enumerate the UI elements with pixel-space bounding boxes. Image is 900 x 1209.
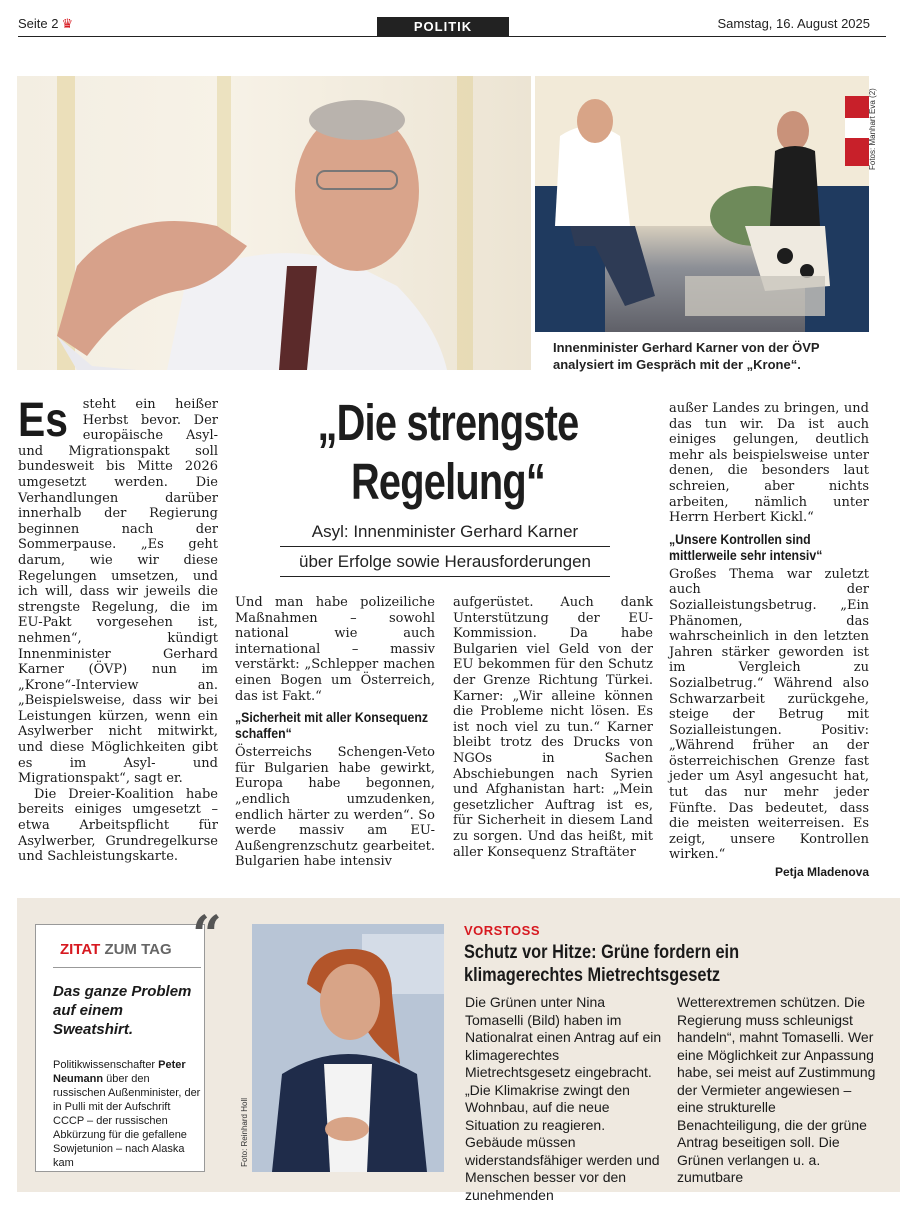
side-column-2: Wetterextremen schützen. Die Regierung muss schleunigst handeln“, mahnt Tomaselli. Wer eine Möglichkeit zur Anpassung habe, sei meist auf Zustimmung der Vermieter angewiesen – eine strukturelle Benachteiligung, die der grüne Antrag beseitigen soll. Die Grünen verlangen u. a. zumutbare — [677, 994, 876, 1185]
article-headline — [294, 393, 603, 511]
quote-attribution — [53, 1058, 201, 1170]
article-column-1 — [18, 394, 218, 865]
paragraph — [18, 394, 218, 787]
article-column-4 — [669, 401, 869, 879]
paragraph: außer Landes zu bringen, und das tun wir. Da ist auch einiges gelungen, deutlich mehr als beispielsweise unter denen, die besonders laut schreien, aber nichts arbeiten, nämlich unter Herrn Herbert Kickl.“ — [669, 401, 869, 526]
paragraph: Großes Thema war zuletzt auch der Sozialleistungsbetrug. „Ein Phänomen, das wahrscheinlich in den letzten Jahren stärker geworden ist im Vergleich zu Sozialbetrug.“ Während also Schwarzarbeit zurückgehe, steige der Betrug mit Sozialleistungen. Positiv: „Während früher an der österreichischen Grenze fast jeder um Asyl angesucht hat, tut das nur mehr jeder Fünfte. Das bedeutet, dass die meisten weiterreisen. Es zeigt, unsere Kontrollen wirken.“ — [669, 566, 869, 863]
quote-attribution-post: über den russischen Außenminister, der in Pulli mit der Aufschrift CCCP – der russischen Abkürzung für die gefallene Sowjetunion – nach Alaska kam — [53, 1073, 201, 1169]
quote-title-grey: ZUM TAG — [104, 941, 172, 958]
kicker-label: VORSTOSS — [464, 923, 541, 938]
paragraph: Und man habe polizeiliche Maßnahmen – sowohl national wie auch international – massiv verstärkt: „Schlepper machen einen Bogen um Österreich, das ist Fakt.“ — [235, 595, 435, 704]
page-number: Seite 2 ♛ — [18, 16, 74, 31]
issue-date: Samstag, 16. August 2025 — [717, 16, 870, 31]
photo-karner-portrait-illustration — [17, 76, 531, 370]
photo-credit: Fotos: Manhart Eva (2) — [868, 88, 877, 170]
paragraph-text: steht ein heißer Herbst bevor. Der europäische Asyl- und Migrationspakt soll bundesweit bis Mitte 2026 umgesetzt werden. Die Verhandlungen darüber innerhalb der Regierung beginnen nach der Sommerpause. „Es geht darum, wie wir diese Regelungen umsetzen, und ich will, dass wir jeweils die strengste Regelung, die im EU-Pakt vorgesehen ist, nehmen“, kündigt Innenminister Gerhard Karner (ÖVP) nun im „Krone“-Interview an. „Beispielsweise, dass wir bei Leistungen kürzen, wenn ein Asylwerber nicht mitwirkt, und diese Möglichkeiten gibt es im Asyl- und Migrationspakt“, sagt er. — [18, 397, 218, 787]
quote-title-red: ZITAT — [60, 941, 101, 958]
photo-interview — [535, 76, 869, 332]
subline-2: über Erfolge sowie Herausforderungen — [298, 552, 591, 571]
quote-mark-icon: “ — [192, 905, 222, 966]
headline-line-1: „Die strengste — [317, 394, 579, 451]
paragraph: aufgerüstet. Auch dank Unterstützung der EU-Kommission. Da habe Bulgarien viel Geld von der EU bekommen für den Schutz der Grenze Richtung Türkei. Karner: „Wir alleine können die Probleme nicht lösen. Es ist noch viel zu tun.“ Karner bleibt trotz des Drucks von NGOs in Sachen Abschiebungen nach Syrien und Afghanistan hart: „Mein gesetzlicher Auftrag ist es, für Sicherheit in diesem Land zu sorgen. Und das heißt, mit aller Konsequenz Straftäter — [453, 595, 653, 860]
dropcap: Es — [18, 394, 68, 447]
paragraph: Österreichs Schengen-Veto für Bulgarien habe gewirkt, Europa habe begonnen, „endlich umzudenken, endlich härter zu werden“. So werde massiv am EU-Außengrenzschutz gearbeitet. Bulgarien habe intensiv — [235, 745, 435, 870]
photo-interview-illustration — [535, 76, 869, 332]
photo-karner-portrait — [17, 76, 531, 370]
quote-attribution-pre: Politikwissenschafter — [53, 1059, 159, 1071]
side-column-1: Die Grünen unter Nina Tomaselli (Bild) haben im Nationalrat einen Antrag auf ein klimagerechtes Mietrechtsgesetz eingebracht. „Die Klimakrise zwingt den Wohnbau, auf die neue Situation zu reagieren. Gebäude müssen widerstandsfähiger werden und Menschen besser vor den zunehmenden — [465, 994, 662, 1203]
quote-attribution-name: Peter Neumann — [53, 1059, 186, 1085]
author-byline: Petja Mladenova — [774, 865, 869, 880]
photo-tomaselli-illustration — [252, 924, 444, 1172]
crown-icon: ♛ — [61, 16, 74, 31]
quote-divider — [53, 967, 201, 968]
photo-credit-2: Foto: Reinhard Holl — [240, 1098, 249, 1167]
article-column-3 — [453, 595, 653, 860]
quote-of-day-title — [60, 941, 172, 958]
header-divider — [18, 36, 886, 37]
side-headline: Schutz vor Hitze: Grüne fordern ein klimagerechtes Mietrechtsgesetz — [464, 942, 740, 986]
photo-tomaselli — [252, 924, 444, 1172]
subheading: „Sicherheit mit aller Konsequenz schaffen“ — [235, 709, 429, 742]
paragraph: Die Dreier-Koalition habe bereits einiges umgesetzt – etwa Arbeitspflicht für Asylwerber, Grundregelkurse und Sachleistungskarte. — [18, 786, 218, 865]
headline-line-2: Regelung“ — [350, 453, 546, 510]
subline-1: Asyl: Innenminister Gerhard Karner — [311, 522, 579, 541]
section-label: POLITIK — [377, 17, 509, 37]
photo-caption: Innenminister Gerhard Karner von der ÖVP analysiert im Gespräch mit der „Krone“. — [553, 340, 820, 372]
subheading: „Unsere Kontrollen sind mittlerweile sehr intensiv“ — [669, 530, 823, 563]
quote-text: Das ganze Problem auf einem Sweatshirt. — [53, 983, 192, 1038]
article-column-2 — [235, 595, 435, 870]
subline-divider — [280, 546, 610, 547]
subline-divider-bottom — [280, 576, 610, 577]
